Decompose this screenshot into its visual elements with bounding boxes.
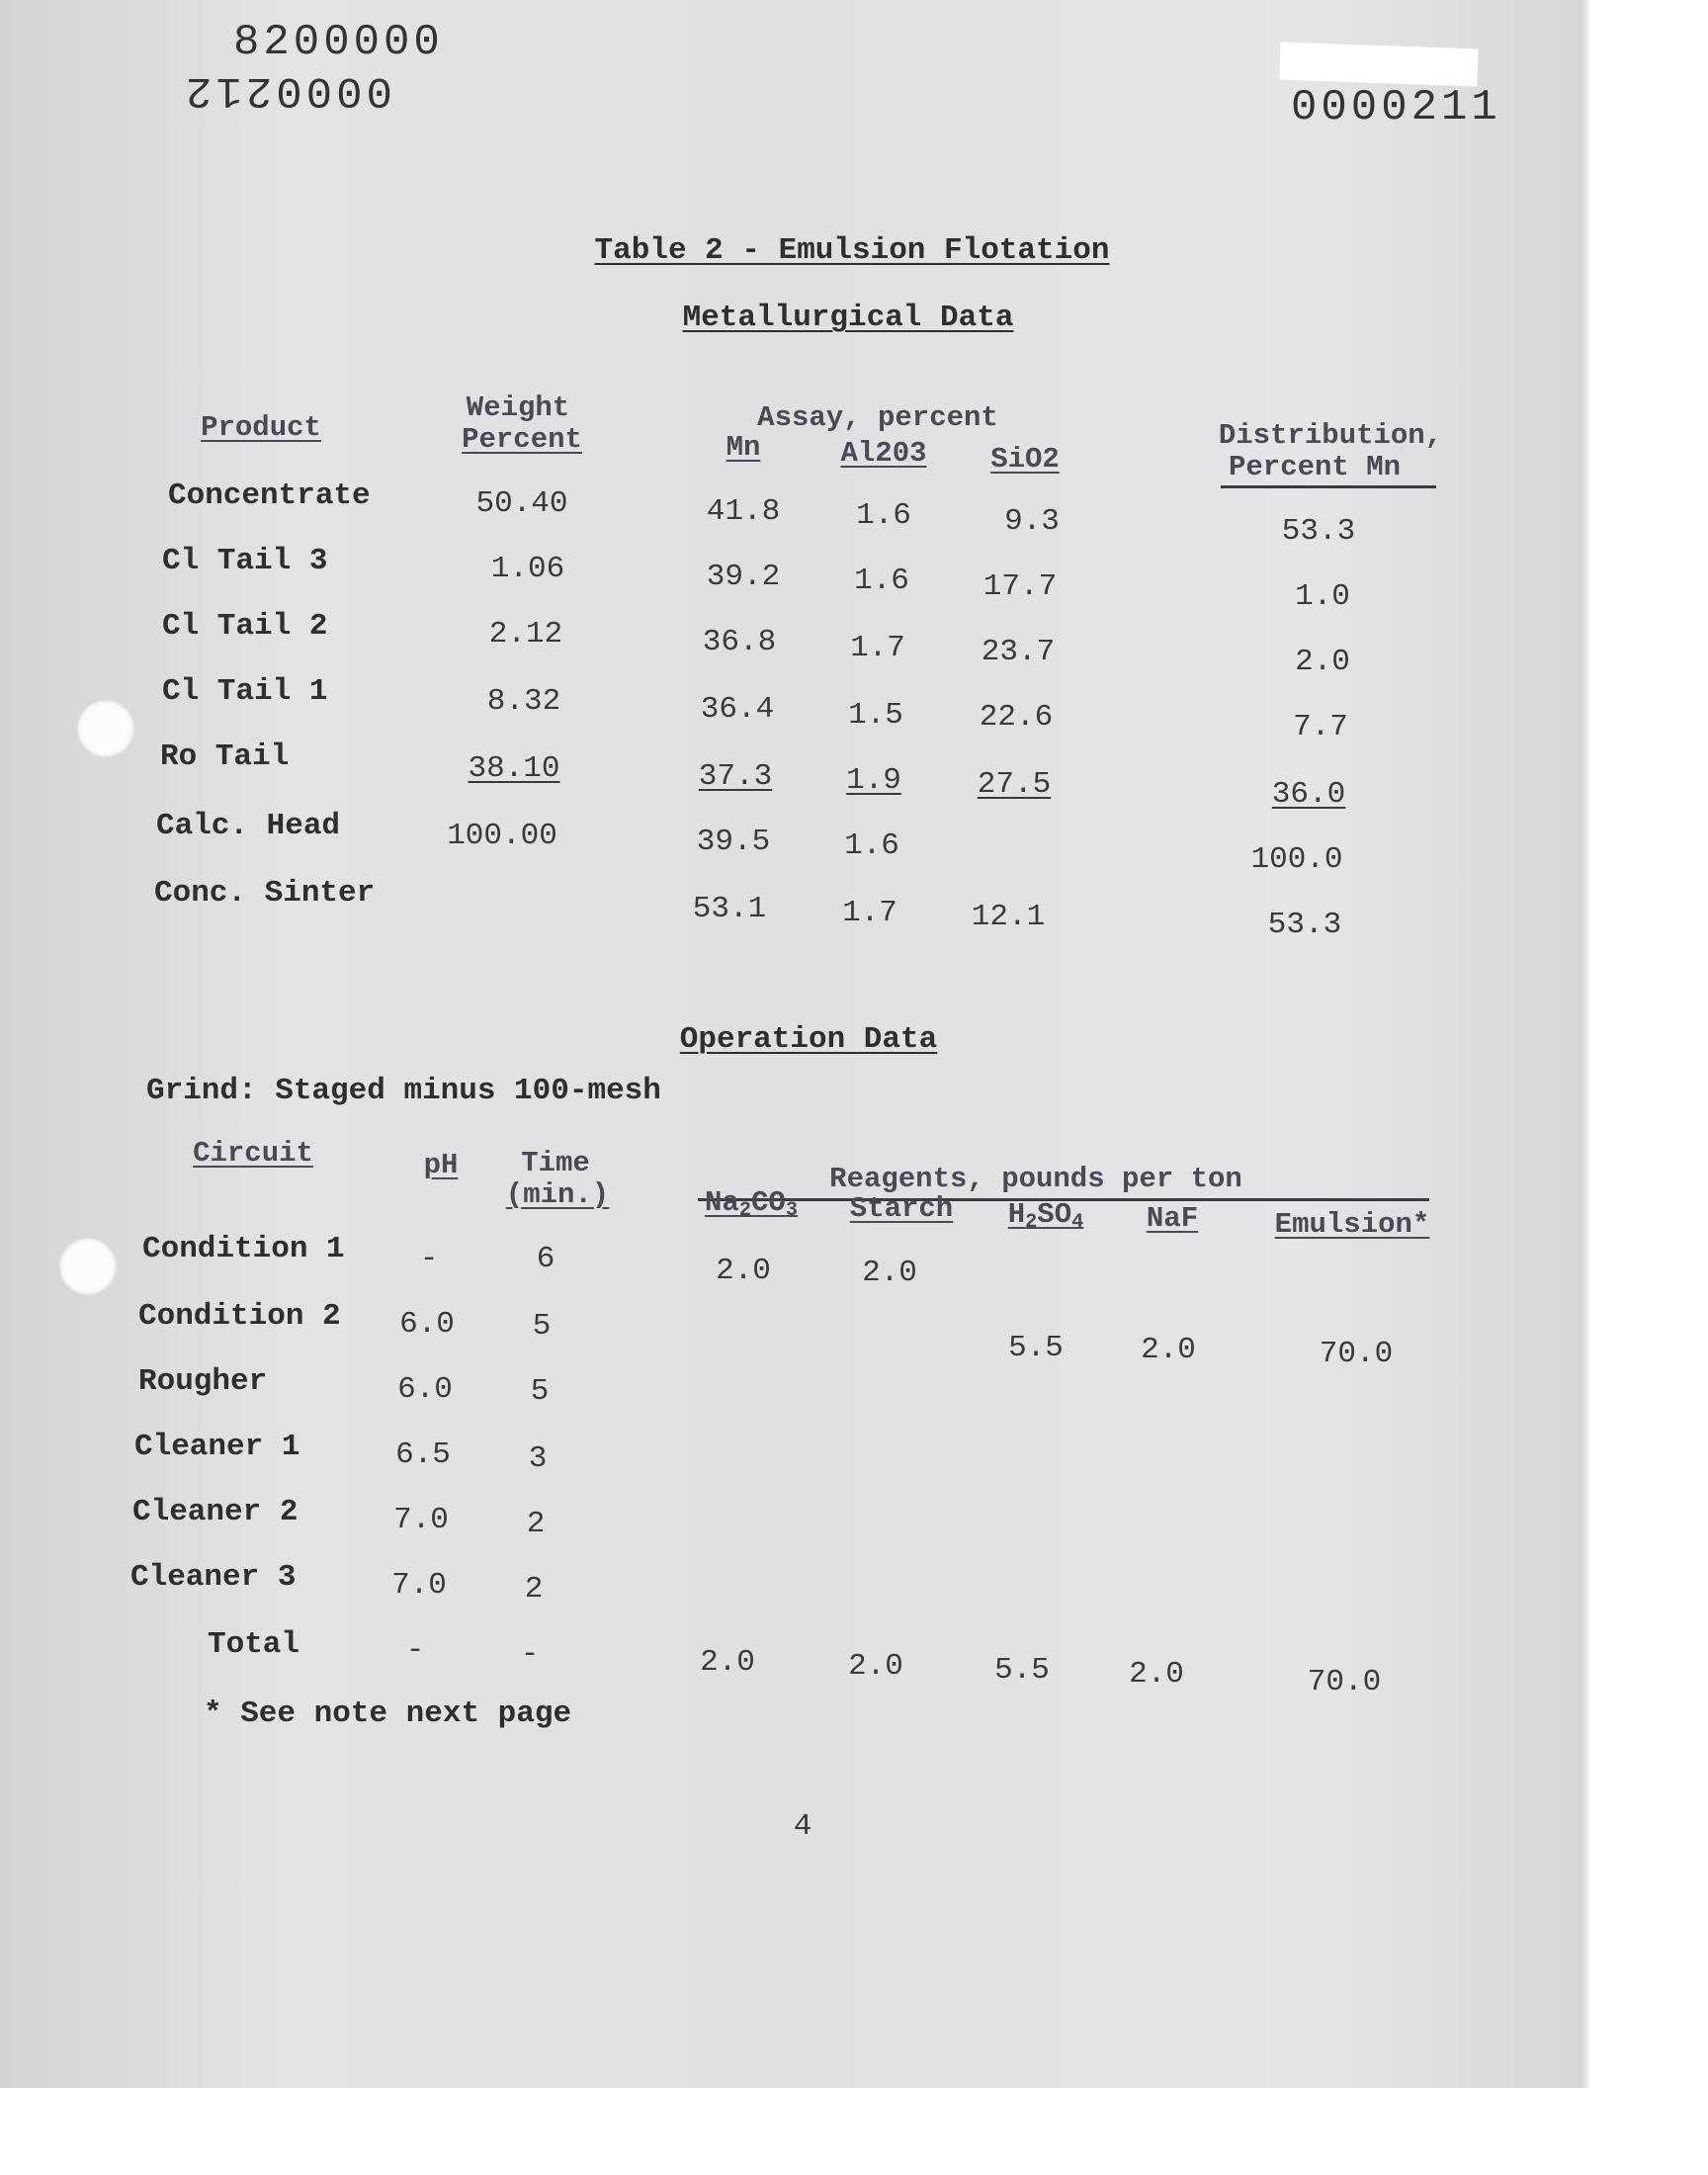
time-value: 2: [524, 1572, 544, 1607]
page-edge: [1580, 0, 1589, 2088]
circuit-label: Cleaner 1: [134, 1430, 300, 1464]
header-starch: Starch: [849, 1192, 954, 1225]
ph-value: 6.5: [395, 1437, 451, 1472]
circuit-label: Cleaner 2: [132, 1495, 299, 1529]
header-time-line2: (min.): [505, 1178, 610, 1211]
distribution-value: 2.0: [1295, 645, 1350, 679]
distribution-value: 100.0: [1250, 842, 1343, 877]
header-al2o3: Al203: [840, 437, 927, 470]
circuit-label: Condition 2: [138, 1299, 341, 1334]
header-reagents: Reagents, pounds per ton: [829, 1163, 1242, 1195]
page-number: 4: [793, 1809, 812, 1844]
circuit-label: Rougher: [138, 1364, 268, 1399]
distribution-value: 36.0: [1271, 777, 1346, 812]
header-weight-line1: Weight: [466, 392, 570, 424]
weight-value: 8.32: [486, 684, 561, 719]
header-distribution-line2: Percent Mn: [1228, 451, 1402, 483]
weight-value: 1.06: [490, 552, 565, 586]
assay-al2o3-value: 1.9: [846, 763, 901, 798]
section-heading-metallurgical: Metallurgical Data: [682, 301, 1014, 335]
assay-al2o3-value: 1.5: [848, 698, 903, 733]
assay-al2o3-value: 1.6: [844, 828, 899, 863]
circuit-label: Condition 1: [142, 1232, 345, 1266]
product-label: Cl Tail 1: [162, 674, 328, 709]
footnote: * See note next page: [204, 1696, 572, 1731]
total-na2co3-value: 2.0: [700, 1645, 755, 1680]
time-value: -: [520, 1637, 540, 1672]
ph-value: 6.0: [399, 1307, 455, 1342]
correction-tape: [1279, 43, 1478, 87]
total-h2so4-value: 5.5: [994, 1653, 1050, 1688]
header-weight-line2: Percent: [462, 423, 582, 456]
emulsion-value: 70.0: [1319, 1337, 1394, 1371]
header-emulsion: Emulsion*: [1274, 1208, 1430, 1241]
total-starch-value: 2.0: [848, 1649, 903, 1684]
bates-stamp-left-top: 8200000: [233, 18, 444, 67]
product-label: Calc. Head: [156, 809, 341, 843]
total-naf-value: 2.0: [1129, 1657, 1184, 1692]
circuit-label: Cleaner 3: [130, 1560, 297, 1595]
header-naf: NaF: [1146, 1202, 1199, 1235]
assay-al2o3-value: 1.6: [856, 498, 911, 533]
assay-al2o3-value: 1.6: [854, 564, 909, 598]
header-sio2: SiO2: [990, 443, 1060, 476]
product-label: Conc. Sinter: [154, 876, 376, 911]
product-label: Cl Tail 3: [162, 544, 328, 578]
assay-sio2-value: 27.5: [977, 767, 1052, 802]
product-label: Ro Tail: [160, 740, 290, 774]
assay-sio2-value: 9.3: [1004, 504, 1060, 539]
distribution-value: 1.0: [1295, 579, 1350, 614]
header-distribution-underline: [1221, 485, 1436, 488]
time-value: 2: [526, 1507, 546, 1541]
header-mn: Mn: [726, 431, 761, 464]
weight-value: 38.10: [468, 751, 560, 786]
header-h2so4: $H_2SO_4$: [1007, 1198, 1084, 1235]
header-ph: pH: [423, 1149, 459, 1181]
product-label: Concentrate: [168, 478, 371, 513]
assay-mn-value: 36.8: [702, 625, 777, 659]
ph-value: 7.0: [393, 1503, 449, 1537]
header-assay: Assay, percent: [757, 401, 998, 434]
weight-value: 100.00: [447, 819, 557, 853]
h2so4-value: 5.5: [1008, 1331, 1064, 1365]
assay-mn-value: 41.8: [706, 494, 781, 529]
assay-mn-value: 53.1: [692, 892, 767, 926]
starch-value: 2.0: [862, 1256, 917, 1290]
total-emulsion-value: 70.0: [1307, 1665, 1382, 1699]
assay-mn-value: 37.3: [698, 759, 773, 794]
header-circuit: Circuit: [193, 1137, 313, 1170]
assay-sio2-value: 23.7: [981, 635, 1056, 669]
na2co3-value: 2.0: [716, 1254, 771, 1288]
time-value: 6: [536, 1242, 555, 1276]
ph-value: -: [419, 1242, 439, 1276]
header-time-line1: Time: [521, 1147, 590, 1179]
section-heading-operation: Operation Data: [679, 1022, 938, 1057]
circuit-label-total: Total: [208, 1627, 300, 1662]
assay-mn-value: 39.2: [706, 560, 781, 594]
table-title: Table 2 - Emulsion Flotation: [594, 233, 1110, 268]
ph-value: 6.0: [397, 1372, 453, 1407]
assay-al2o3-value: 1.7: [850, 631, 905, 665]
assay-sio2-value: 22.6: [979, 700, 1054, 735]
distribution-value: 53.3: [1267, 908, 1342, 942]
header-product: Product: [201, 411, 321, 444]
time-value: 5: [530, 1374, 550, 1409]
distribution-value: 7.7: [1293, 710, 1348, 744]
product-label: Cl Tail 2: [162, 609, 328, 644]
distribution-value: 53.3: [1281, 514, 1356, 549]
time-value: 3: [528, 1441, 548, 1476]
ph-value: -: [405, 1633, 425, 1668]
punch-hole-top: [77, 700, 134, 757]
punch-hole-bottom: [59, 1238, 117, 1295]
header-distribution-line1: Distribution,: [1218, 419, 1443, 452]
assay-sio2-value: 12.1: [971, 900, 1046, 934]
assay-sio2-value: 17.7: [982, 569, 1058, 604]
weight-value: 2.12: [488, 617, 563, 652]
weight-value: 50.40: [475, 486, 568, 521]
header-na2co3: $Na_2CO_3$: [705, 1186, 798, 1223]
ph-value: 7.0: [391, 1568, 447, 1603]
assay-al2o3-value: 1.7: [842, 896, 897, 930]
time-value: 5: [532, 1309, 552, 1344]
bates-stamp-left-bottom: 0000212: [182, 65, 392, 115]
bates-stamp-right: 0000211: [1291, 83, 1501, 132]
assay-mn-value: 39.5: [696, 825, 771, 859]
grind-note: Grind: Staged minus 100-mesh: [146, 1074, 661, 1108]
assay-mn-value: 36.4: [700, 692, 775, 727]
naf-value: 2.0: [1141, 1333, 1196, 1367]
